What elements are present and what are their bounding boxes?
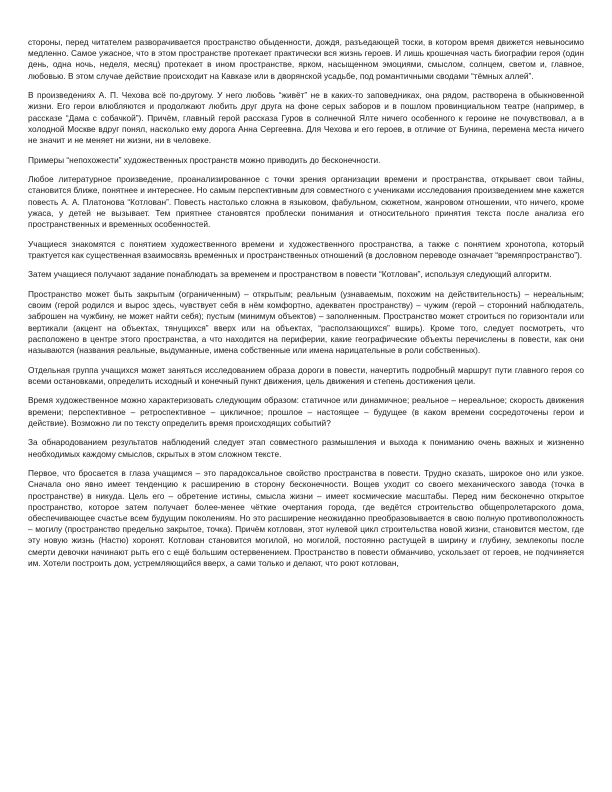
paragraph: За обнародованием результатов наблюдений следует этап совместного размышления и выхода к пониманию очень важных и жизненно необходимых каждому смыслов, скрытых в этом сложном тексте. [28,437,584,459]
paragraph: Примеры “непохожести” художественных пространств можно приводить до бесконечности. [28,154,381,165]
paragraph: Учащиеся знакомятся с понятием художественного времени и художественного пространства, а также с понятием хронотопа, который трактуется как существенная взаимосвязь временных и пространственных отношений (в дословном переводе означает “времяпространство”). [28,238,584,260]
paragraph: Первое, что бросается в глаза учащимся – это парадоксальное свойство пространства в повести. Трудно сказать, широкое оно или узкое. Сначала оно явно имеет тенденцию к расширению в сторону бесконечности. Вощев уходит со своего механического завода (точка в пространстве) в никуда. Цель его – обретение истины, смысла жизни – имеет космические масштабы. Перед ним бесконечно открытое пространство, которое затем получает более-менее чёткие очертания города, где ведётся строительство общепролетарского дома, обеспечивающее счастье всем будущим поколениям. Но это расширение неожиданно преобразовывается в свою полную противоположность – могилу (пространство предельно закрытое, точка). Причём котлован, этот нулевой цикл строительства новой жизни, становится местом, где эту новую жизнь (Настю) хоронят. Котлован становится могилой, но могилой, постоянно растущей в ширину и глубину, землекопы после смерти девочки начинают рыть его с ещё большим остервенением. Пространство в повести обманчиво, ускользает от героев, не подчиняется им. Хотели построить дом, устремляющийся вверх, а сами только и делают, что роют котлован, [28,468,584,568]
paragraph: Пространство может быть закрытым (ограниченным) – открытым; реальным (узнаваемым, похожим на действительность) – нереальным; своим (герой родился и вырос здесь, чувствует себя в нём комфортно, адекватен пространству) – чужим (герой – сторонний наблюдатель, заброшен на чужбину, не может найти себя); пустым (минимум объектов) – заполненным. Пространство может строиться по горизонтали или вертикали (акцент на объектах, тянущихся” вверх или на объектах, “расползающихся” вширь). Кроме того, следует посмотреть, что расположено в центре этого пространства, а что находится на периферии, какие географические объекты перечислены в повести, как они называются (названия реальные, выдуманные, имена собственные или имена нарицательные в роли собственных). [28,289,584,356]
paragraph: Любое литературное произведение, проанализированное с точки зрения организации времени и пространства, открывает свои тайны, становится ближе, понятнее и интереснее. Но самым перспективным для совместного с учениками исследования произведением мне кажется повесть А. А. Платонова “Котлован”. Повесть настолько сложна в языковом, фабульном, сюжетном, жанровом отношении, что ничего, кроме ужаса, у детей не вызывает. Тем приятнее становятся проблески понимания и относительного принятия текста после анализа его пространственных и временных особенностей. [28,174,584,230]
paragraph: В произведениях А. П. Чехова всё по-другому. У него любовь “живёт” не в каких-то заповедниках, она рядом, растворена в обыкновенной жизни. Его герои влюбляются и продолжают любить друг друга на фоне серых заборов и в пошлом провинциальном театре (например, в рассказе “Дама с собачкой”). Причём, главный герой рассказа Гуров в солнечной Ялте ничего особенного к героине не почувствовал, а в холодной Москве вдруг понял, насколько ему дорога Анна Сергеевна. Для Чехова и его героев, в отличие от Бунина, перемена места ничего не значит и не меняет ни жизни, ни в человеке. [28,90,584,146]
paragraph: Затем учащиеся получают задание понаблюдать за временем и пространством в повести “Котлован”, используя следующий алгоритм. [28,269,552,280]
paragraph: Отдельная группа учащихся может заняться исследованием образа дороги в повести, начертить подробный маршрут пути главного героя со всеми остановками, определить исходный и конечный пункт движения, цель движения и степень достижения цели. [28,364,584,386]
document-body [28,37,584,569]
paragraph: Время художественное можно характеризовать следующим образом: статичное или динамичное; реальное – нереальное; скорость движения времени; перспективное – ретроспективное – цикличное; прошлое – настоящее – будущее (в каком времени сосредоточены герои и действие). Возможно ли по тексту определить время происходящих событий? [28,395,584,428]
paragraph: стороны, перед читателем разворачивается пространство обыденности, дождя, разъедающей тоски, в котором время движется невыносимо медленно. Самое ужасное, что в этом пространстве протекает практически вся жизнь героев. И лишь крошечная часть биографии героя (один день, одна ночь, неделя, месяц) протекает в ином пространстве, ярком, насыщенном эмоциями, смыслом, солнцем, светом и, главное, любовью. В этом случае действие происходит на Кавказе или в дворянской усадьбе, под романтичными сводами “тёмных аллей”. [28,37,584,81]
